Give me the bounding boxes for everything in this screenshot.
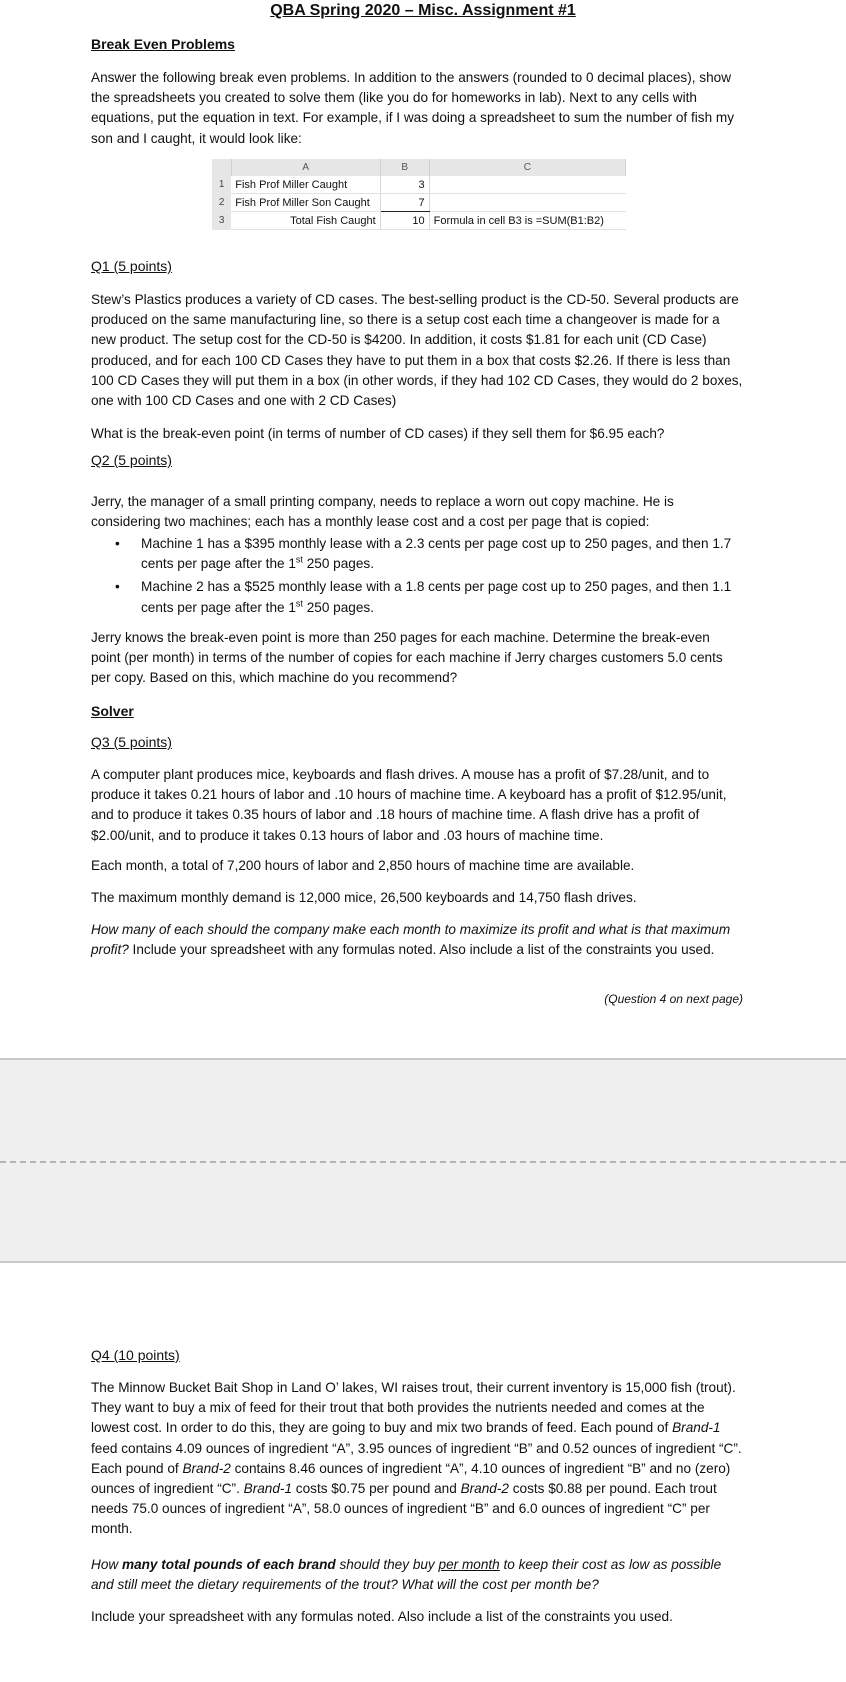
q1-heading: Q1 (5 points) [91, 258, 172, 274]
cell-c1 [429, 176, 625, 194]
section-heading-solver: Solver [91, 703, 134, 719]
page-break-dashed-line [0, 1161, 846, 1163]
col-header-a: A [231, 159, 380, 176]
q3-hours: Each month, a total of 7,200 hours of labor and 2,850 hours of machine time are available. [91, 858, 635, 873]
q3-question-rest: Include your spreadsheet with any formulas noted. Also include a list of the constraints you used. [128, 942, 715, 958]
row-number: 1 [212, 176, 231, 194]
spreadsheet-row [212, 176, 626, 194]
cell-a3: Total Fish Caught [231, 212, 380, 230]
q4-ask-bold: many total pounds of each brand [121, 1557, 336, 1572]
cell-a2: Fish Prof Miller Son Caught [231, 194, 380, 212]
q4-ask-e: to keep their cost as low as possible and still meet the dietary requirements of the trout? What will the cost per month be? [91, 1557, 722, 1593]
q1-body: Stew’s Plastics produces a variety of CD cases. The best-selling product is the CD-50. Several products are produced on the same manufacturing line, so there is a setup cost each time a changeover is made for a new product. The setup cost for the CD-50 is $4200. In addition, it costs $1.81 for each unit (CD Case) produced, and for each 100 CD Cases they have to put them in a box that costs $2.26. If there is less than 100 CD Cases they will put them in a box (in other words, if they had 102 CD Cases, they would do 2 boxes, one with 100 CD Cases and one with 2 CD Cases) [91, 292, 743, 409]
machine-2-text: Machine 2 has a $525 monthly lease with a 1.8 cents per page cost up to 250 pages, and then 1.1 cents per page after the 1 [141, 579, 732, 615]
brand-1-label: Brand-1 [243, 1481, 293, 1497]
page-break-gap [0, 1058, 846, 1263]
q4-heading: Q4 (10 points) [91, 1347, 180, 1363]
example-spreadsheet [212, 159, 626, 230]
intro-paragraph: Answer the following break even problems. In addition to the answers (rounded to 0 decimal places), show the spreadsheets you created to solve them (like you do for homeworks in lab). Next to any cells with equations, put the equation in text. For example, if I was doing a spreadsheet to sum the number of fish my son and I caught, it would look like: [91, 70, 735, 146]
list-item-machine-2 [91, 577, 743, 617]
superscript-st: st [295, 598, 303, 609]
spreadsheet-row [212, 194, 626, 212]
machine-2-tail: 250 pages. [302, 599, 374, 615]
row-number: 3 [212, 212, 231, 230]
q4-text-3: contains 8.46 ounces of ingredient “A”, 4.10 ounces of ingredient “B” and no (zero) ounces of ingredient “C”. [91, 1460, 731, 1497]
q4-ask-c: should they buy [335, 1557, 439, 1572]
superscript-st: st [295, 554, 303, 565]
machine-1-tail: 250 pages. [302, 556, 374, 572]
q3-question-italic: How many of each should the company make each month to maximize its profit and what is that maximum profit? [91, 922, 731, 958]
corner-cell [212, 159, 231, 176]
col-header-c: C [429, 159, 625, 176]
q3-question [91, 920, 743, 960]
q4-final: Include your spreadsheet with any formulas noted. Also include a list of the constraints you used. [91, 1609, 673, 1624]
q4-body [91, 1378, 743, 1540]
brand-2-label: Brand-2 [182, 1460, 231, 1476]
cell-b2: 7 [380, 194, 429, 212]
section-heading-break-even: Break Even Problems [91, 36, 235, 52]
next-page-note: (Question 4 on next page) [604, 992, 743, 1006]
cell-a1: Fish Prof Miller Caught [231, 176, 380, 194]
cell-b3: 10 [380, 212, 429, 230]
machine-1-text: Machine 1 has a $395 monthly lease with a 2.3 cents per page cost up to 250 pages, and then 1.7 cents per page after the 1 [141, 536, 732, 572]
page-2 [0, 1263, 846, 1682]
spreadsheet-column-headers [212, 159, 626, 176]
cell-c3: Formula in cell B3 is =SUM(B1:B2) [429, 212, 625, 230]
q1-question: What is the break-even point (in terms of number of CD cases) if they sell them for $6.95 each? [91, 426, 665, 441]
q3-heading: Q3 (5 points) [91, 734, 172, 750]
cell-c2 [429, 194, 625, 212]
q3-demand: The maximum monthly demand is 12,000 mice, 26,500 keyboards and 14,750 flash drives. [91, 890, 637, 905]
q4-question [91, 1555, 743, 1595]
q4-text-5: costs $0.88 per pound. Each trout needs 75.0 ounces of ingredient “A”, 58.0 ounces of ingredient “B” and 6.0 ounces of ingredient “C” per month. [91, 1481, 717, 1537]
brand-2-label: Brand-2 [460, 1481, 509, 1497]
machine-list [91, 534, 743, 618]
q4-text-2: feed contains 4.09 ounces of ingredient “A”, 3.95 ounces of ingredient “B” and 0.52 ounces of ingredient “C”. Each pound of [91, 1440, 742, 1476]
brand-1-label: Brand-1 [672, 1420, 721, 1436]
q3-body: A computer plant produces mice, keyboards and flash drives. A mouse has a profit of $7.28/unit, and to produce it takes 0.21 hours of labor and .10 hours of machine time. A keyboard has a profit of $12.95/unit, and to produce it takes 0.35 hours of labor and .18 hours of machine time. A flash drive has a profit of $2.00/unit, and to produce it takes 0.13 hours of labor and .03 hours of machine time. [91, 767, 727, 843]
q4-ask-a: How [91, 1557, 122, 1572]
col-header-b: B [380, 159, 429, 176]
row-number: 2 [212, 194, 231, 212]
q2-body: Jerry knows the break-even point is more than 250 pages for each machine. Determine the break-even point (per month) in terms of the number of copies for each machine if Jerry charges customers 5.0 cents per copy. Based on this, which machine do you recommend? [91, 630, 723, 686]
q4-text-4: costs $0.75 per pound and [292, 1481, 461, 1497]
q4-text-1: The Minnow Bucket Bait Shop in Land O’ lakes, WI raises trout, their current inventory is 15,000 fish (trout). They want to buy a mix of feed for their trout that both provides the nutrients needed and comes at the lowest cost. In order to do this, they are going to buy and mix two brands of feed. Each pound of [91, 1380, 736, 1436]
list-item-machine-1 [91, 534, 743, 574]
spreadsheet-row [212, 212, 626, 230]
page-title: QBA Spring 2020 – Misc. Assignment #1 [270, 2, 576, 19]
q4-ask-underline: per month [438, 1557, 500, 1572]
cell-b1: 3 [380, 176, 429, 194]
q2-intro: Jerry, the manager of a small printing company, needs to replace a worn out copy machine. He is considering two machines; each has a monthly lease cost and a cost per page that is copied: [91, 494, 674, 530]
q2-heading: Q2 (5 points) [91, 452, 172, 468]
